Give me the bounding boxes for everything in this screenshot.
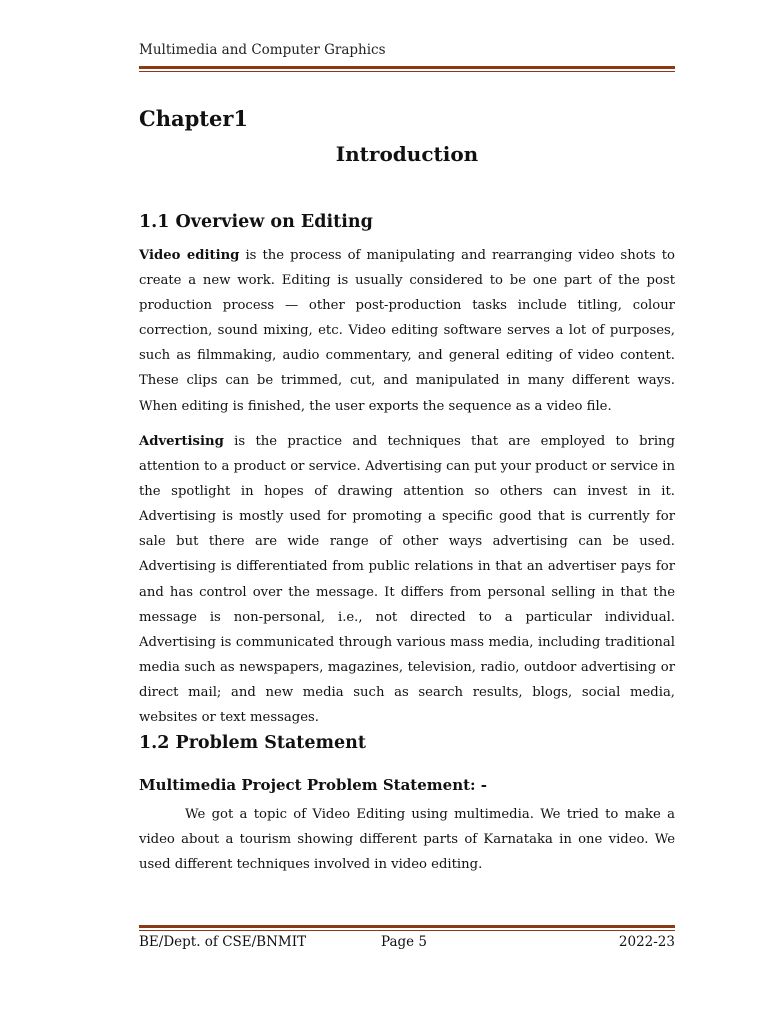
- chapter-title: Introduction: [335, 142, 479, 166]
- subheading-project-problem: Multimedia Project Problem Statement: -: [139, 776, 488, 794]
- section-heading-problem-statement: 1.2 Problem Statement: [139, 733, 366, 753]
- section-heading-overview: 1.1 Overview on Editing: [139, 212, 373, 232]
- paragraph-problem-statement: We got a topic of Video Editing using multimedia. We tried to make a video about a tourism showing different parts of Karnataka in one video. We used different techniques involved in video editing.: [139, 807, 675, 873]
- paragraph-advertising: [139, 429, 675, 730]
- header-rule-thin: [139, 71, 675, 72]
- footer-department: BE/Dept. of CSE/BNMIT: [139, 934, 307, 950]
- term-advertising: Advertising: [139, 434, 224, 449]
- paragraph-video-editing: [139, 243, 675, 419]
- footer-rule-thin: [139, 930, 675, 931]
- paragraph-video-editing-text: is the process of manipulating and rearranging video shots to create a new work. Editing is usually considered to be one part of the post production process — other post-production tasks include titling, colour correction, sound mixing, etc. Video editing software serves a lot of purposes, such as filmmaking, audio commentary, and general editing of video content. These clips can be trimmed, cut, and manipulated in many different ways. When editing is finished, the user exports the sequence as a video file.: [139, 248, 675, 414]
- footer-page-number: Page 5: [380, 934, 428, 950]
- paragraph-advertising-text: is the practice and techniques that are employed to bring attention to a product or service. Advertising can put your product or service in the spotlight in hopes of drawing attention so others can invest in it. Advertising is mostly used for promoting a specific good that is currently for sale but there are wide range of other ways advertising can be used. Advertising is differentiated from public relations in that an advertiser pays for and has control over the message. It differs from personal selling in that the message is non-personal, i.e., not directed to a particular individual. Advertising is communicated through various mass media, including traditional media such as newspapers, magazines, television, radio, outdoor advertising or direct mail; and new media such as search results, blogs, social media, websites or text messages.: [139, 434, 675, 726]
- header-rule-thick: [139, 66, 675, 69]
- running-header: Multimedia and Computer Graphics: [139, 42, 386, 58]
- footer-rule: [139, 925, 675, 931]
- footer-year: 2022-23: [618, 934, 675, 950]
- term-video-editing: Video editing: [139, 248, 240, 263]
- header-rule: [139, 66, 675, 72]
- chapter-label: Chapter1: [139, 106, 249, 131]
- footer-rule-thick: [139, 925, 675, 928]
